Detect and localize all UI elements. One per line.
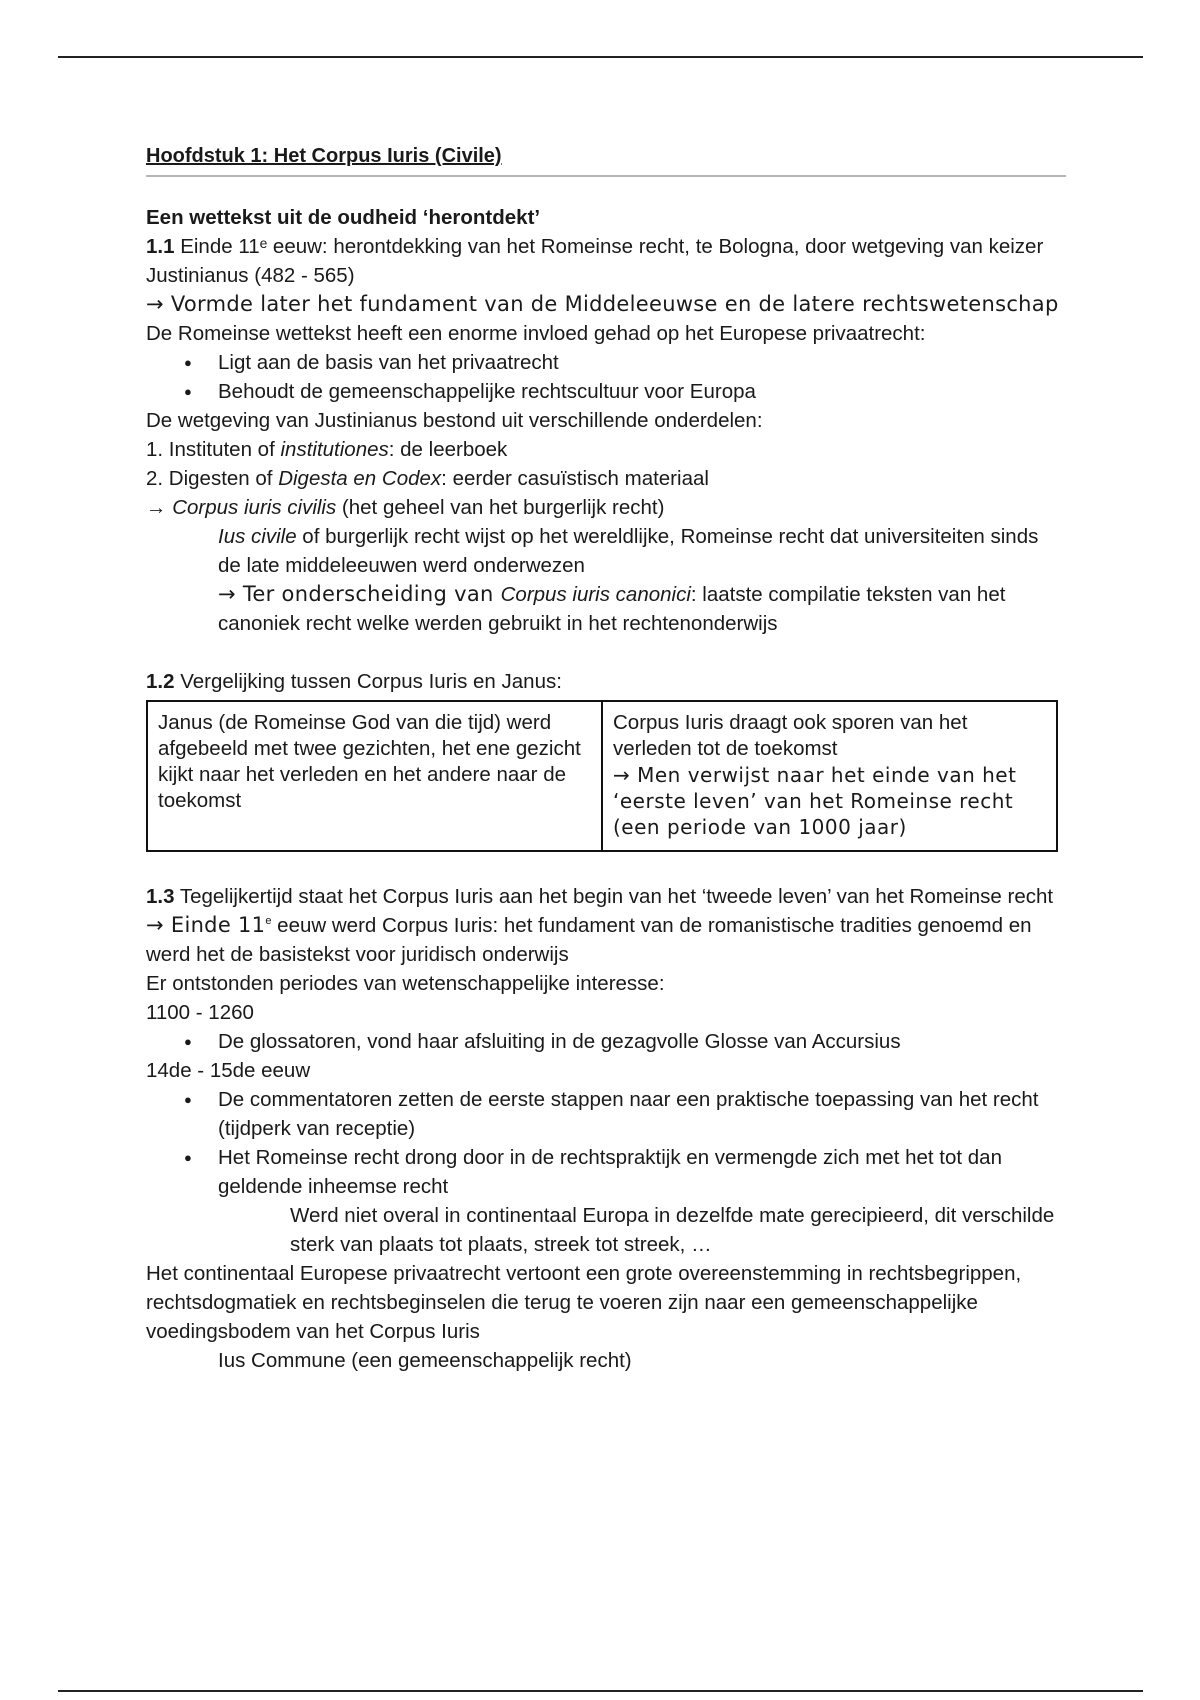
comparison-table (146, 700, 1058, 852)
section-title: Een wettekst uit de oudheid ‘herontdekt’ (146, 206, 541, 229)
paragraph-1-3: 1.3 Tegelijkertijd staat het Corpus Iuris aan het begin van het ‘tweede leven’ van het Romeinse recht (146, 885, 1054, 908)
paragraph: Het continentaal Europese privaatrecht vertoont een grote overeenstemming in rechtsbegrippen, rechtsdogmatiek en rechtsbeginselen die terug te voeren zijn naar een gemeenschappelijke voedingsbodem van het Corpus Iuris (146, 1262, 1022, 1343)
table-row (147, 701, 1057, 851)
list-item: ● Ligt aan de basis van het privaatrecht (146, 348, 1066, 377)
chapter-heading: Hoofdstuk 1: Het Corpus Iuris (Civile) (146, 142, 1066, 177)
paragraph: Er ontstonden periodes van wetenschappelijke interesse: (146, 972, 665, 995)
top-rule (58, 56, 1143, 58)
section-number: 1.3 (146, 885, 175, 908)
bullet-list (146, 1027, 1066, 1056)
list-item: ● Het Romeinse recht drong door in de rechtspraktijk en vermengde zich met het tot dan geldende inheemse recht (146, 1143, 1066, 1201)
period-label: 1100 - 1260 (146, 1001, 254, 1024)
indented-paragraph: Ius Commune (een gemeenschappelijk recht) (218, 1349, 632, 1372)
list-item: ● De commentatoren zetten de eerste stappen naar een praktische toepassing van het recht (tijdperk van receptie) (146, 1085, 1066, 1143)
indented-note: Werd niet overal in continentaal Europa in dezelfde mate gerecipieerd, dit verschilde sterk van plaats tot plaats, streek tot streek, … (290, 1204, 1055, 1256)
list-item: ● Behoudt de gemeenschappelijke rechtscultuur voor Europa (146, 377, 1066, 406)
table-cell-left: Janus (de Romeinse God van die tijd) werd afgebeeld met twee gezichten, het ene gezicht kijkt naar het verleden en het andere naar de toekomst (147, 701, 602, 851)
paragraph-1-1 (146, 232, 1066, 290)
paragraph: De Romeinse wettekst heeft een enorme invloed gehad op het Europese privaatrecht: (146, 322, 926, 345)
list-item-1: 1. Instituten of institutiones: de leerboek (146, 438, 508, 461)
paragraph: De wetgeving van Justinianus bestond uit verschillende onderdelen: (146, 409, 763, 432)
arrow-note: → Einde 11e eeuw werd Corpus Iuris: het fundament van de romanistische tradities genoemd en werd het de basistekst voor juridisch onderwijs (146, 913, 1032, 966)
bottom-rule (58, 1690, 1143, 1692)
arrow-note: → Corpus iuris civilis (het geheel van het burgerlijk recht) (146, 496, 665, 519)
cell-arrow-note: → Men verwijst naar het einde van het ‘eerste leven’ van het Romeinse recht (een periode van 1000 jaar) (613, 763, 1017, 839)
cell-text: Corpus Iuris draagt ook sporen van het verleden tot de toekomst (613, 711, 968, 760)
section-number: 1.2 (146, 670, 175, 693)
bullet-list (146, 348, 1066, 406)
paragraph-text: Einde 11ᵉ eeuw: herontdekking van het Romeinse recht, te Bologna, door wetgeving van keizer Justinianus (482 - 565) (146, 235, 1044, 287)
table-cell-right (602, 701, 1057, 851)
paragraph-1-2: 1.2 Vergelijking tussen Corpus Iuris en Janus: (146, 670, 562, 693)
document-body (146, 142, 1066, 1375)
list-item: ● De glossatoren, vond haar afsluiting in de gezagvolle Glosse van Accursius (146, 1027, 1066, 1056)
period-label: 14de - 15de eeuw (146, 1059, 311, 1082)
section-number: 1.1 (146, 235, 175, 258)
indented-arrow-note: → Ter onderscheiding van Corpus iuris canonici: laatste compilatie teksten van het canoniek recht welke werden gebruikt in het rechtenonderwijs (218, 582, 1006, 635)
bullet-list (146, 1085, 1066, 1201)
list-item-2: 2. Digesten of Digesta en Codex: eerder casuïstisch materiaal (146, 467, 709, 490)
arrow-note: → Vormde later het fundament van de Middeleeuwse en de latere rechtswetenschap (146, 292, 1059, 316)
indented-paragraph: Ius civile of burgerlijk recht wijst op het wereldlijke, Romeinse recht dat universiteiten sinds de late middeleeuwen werd onderwezen (218, 525, 1039, 577)
